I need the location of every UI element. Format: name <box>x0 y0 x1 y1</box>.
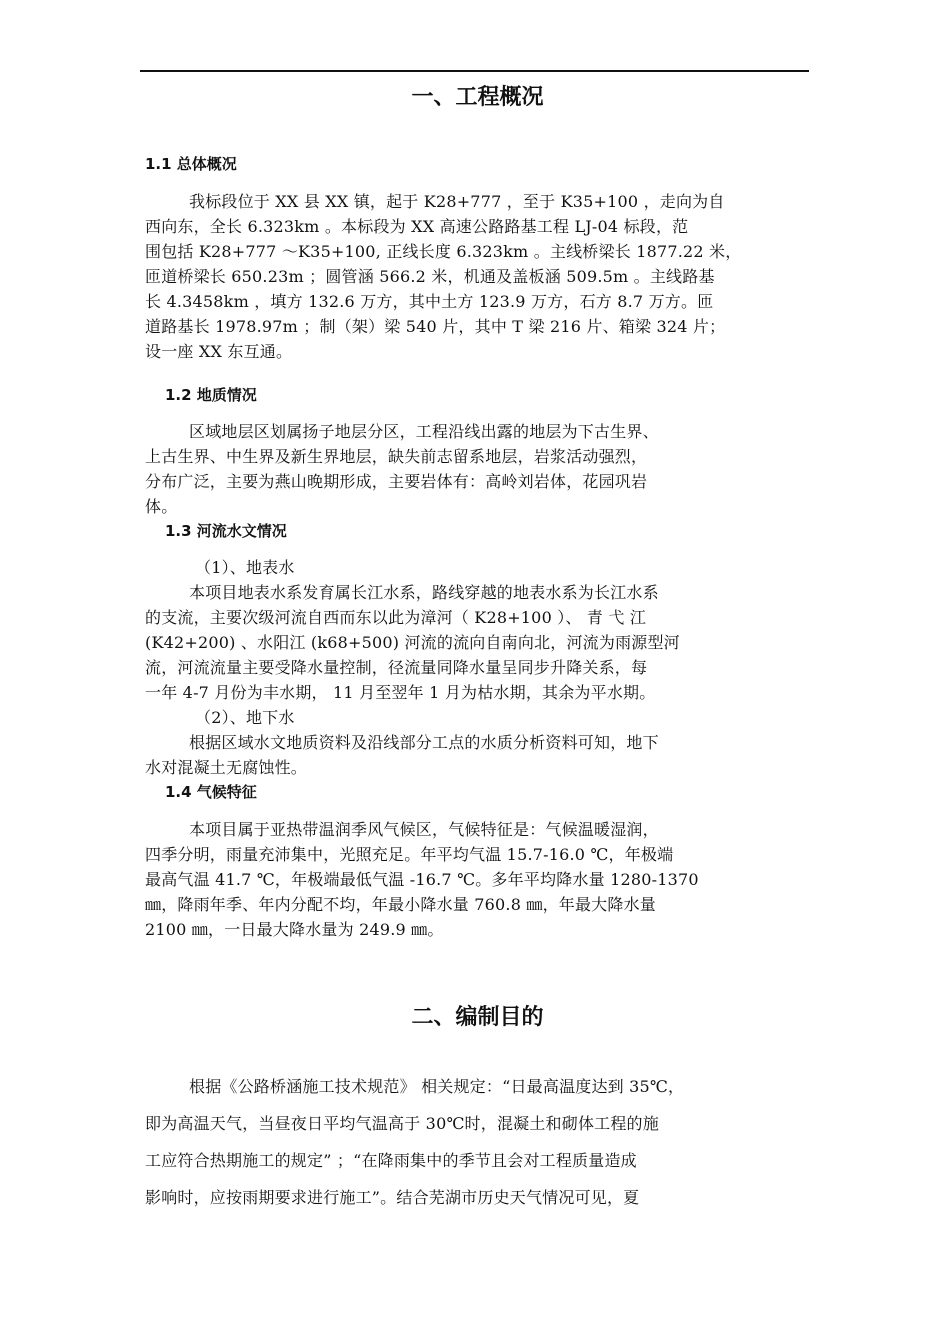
paragraph-line: 的支流，主要次级河流自西而东以此为漳河（ K28+100 ）、 青 弋 江 <box>145 608 647 627</box>
paragraph-line: （2）、地下水 <box>195 708 295 727</box>
header-rule <box>140 70 809 72</box>
paragraph-line: 水对混凝土无腐蚀性。 <box>145 758 308 777</box>
section-title-1: 一、工程概况 <box>411 85 544 110</box>
paragraph-line: 区域地层区划属扬子地层分区，工程沿线出露的地层为下古生界、 <box>189 422 659 441</box>
paragraph-line: 匝道桥梁长 650.23m ；圆管涵 566.2 米，机通及盖板涵 509.5m 。主线路基 <box>145 267 715 286</box>
paragraph-line: 围包括 K28+777 ～K35+100, 正线长度 6.323km 。主线桥梁长 1877.22 米， <box>145 242 742 261</box>
paragraph-line: 西向东，全长 6.323km 。本标段为 XX 高速公路路基工程 LJ-04 标段，范 <box>145 217 689 236</box>
paragraph-line: 四季分明，雨量充沛集中，光照充足。年平均气温 15.7-16.0 ℃，年极端 <box>145 845 674 864</box>
subsection-heading-1-4: 1.4 气候特征 <box>165 783 257 801</box>
paragraph-line: 即为高温天气，当昼夜日平均气温高于 30℃时，混凝土和砌体工程的施 <box>145 1114 659 1133</box>
paragraph-line: 设一座 XX 东互通。 <box>145 342 293 361</box>
paragraph-line: 一年 4-7 月份为丰水期， 11 月至翌年 1 月为枯水期，其余为平水期。 <box>145 683 656 702</box>
subsection-heading-1-2: 1.2 地质情况 <box>165 386 257 404</box>
paragraph-line: 最高气温 41.7 ℃，年极端最低气温 -16.7 ℃。多年平均降水量 1280-1370 <box>145 870 699 889</box>
subsection-heading-1-3: 1.3 河流水文情况 <box>165 522 287 540</box>
paragraph-line: 分布广泛，主要为燕山晚期形成，主要岩体有：高岭刘岩体，花园巩岩 <box>145 472 648 491</box>
paragraph-line: 流，河流流量主要受降水量控制，径流量同降水量呈同步升降关系，每 <box>145 658 648 677</box>
section-title-2: 二、编制目的 <box>411 1005 544 1030</box>
subsection-heading-1-1: 1.1 总体概况 <box>145 155 237 173</box>
paragraph-line: 体。 <box>145 497 178 516</box>
paragraph-line: 我标段位于 XX 县 XX 镇，起于 K28+777 ，至于 K35+100 ，走向为自 <box>189 192 725 211</box>
paragraph-line: （1）、地表水 <box>195 558 295 577</box>
paragraph-line: 影响时，应按雨期要求进行施工”。结合芜湖市历史天气情况可见，夏 <box>145 1188 640 1207</box>
paragraph-line: 长 4.3458km ，填方 132.6 万方，其中土方 123.9 万方，石方 8.7 万方。匝 <box>145 292 714 311</box>
paragraph-line: ㎜，降雨年季、年内分配不均，年最小降水量 760.8 ㎜，年最大降水量 <box>145 895 656 914</box>
paragraph-line: 上古生界、中生界及新生界地层，缺失前志留系地层，岩浆活动强烈， <box>145 447 648 466</box>
paragraph-line: 2100 ㎜，一日最大降水量为 249.9 ㎜。 <box>145 920 444 939</box>
paragraph-line: 根据区域水文地质资料及沿线部分工点的水质分析资料可知，地下 <box>189 733 659 752</box>
paragraph-line: 本项目地表水系发育属长江水系，路线穿越的地表水系为长江水系 <box>189 583 659 602</box>
paragraph-line: 道路基长 1978.97m ；制（架）梁 540 片，其中 T 梁 216 片、箱梁 324 片； <box>145 317 726 336</box>
paragraph-line: 根据《公路桥涵施工技术规范》 相关规定：“日最高温度达到 35℃， <box>189 1077 685 1096</box>
paragraph-line: 工应符合热期施工的规定” ；“在降雨集中的季节且会对工程质量造成 <box>145 1151 637 1170</box>
paragraph-line: 本项目属于亚热带温润季风气候区，气候特征是：气候温暖湿润， <box>189 820 659 839</box>
paragraph-line: (K42+200) 、水阳江 (k68+500) 河流的流向自南向北，河流为雨源型河 <box>145 633 680 652</box>
